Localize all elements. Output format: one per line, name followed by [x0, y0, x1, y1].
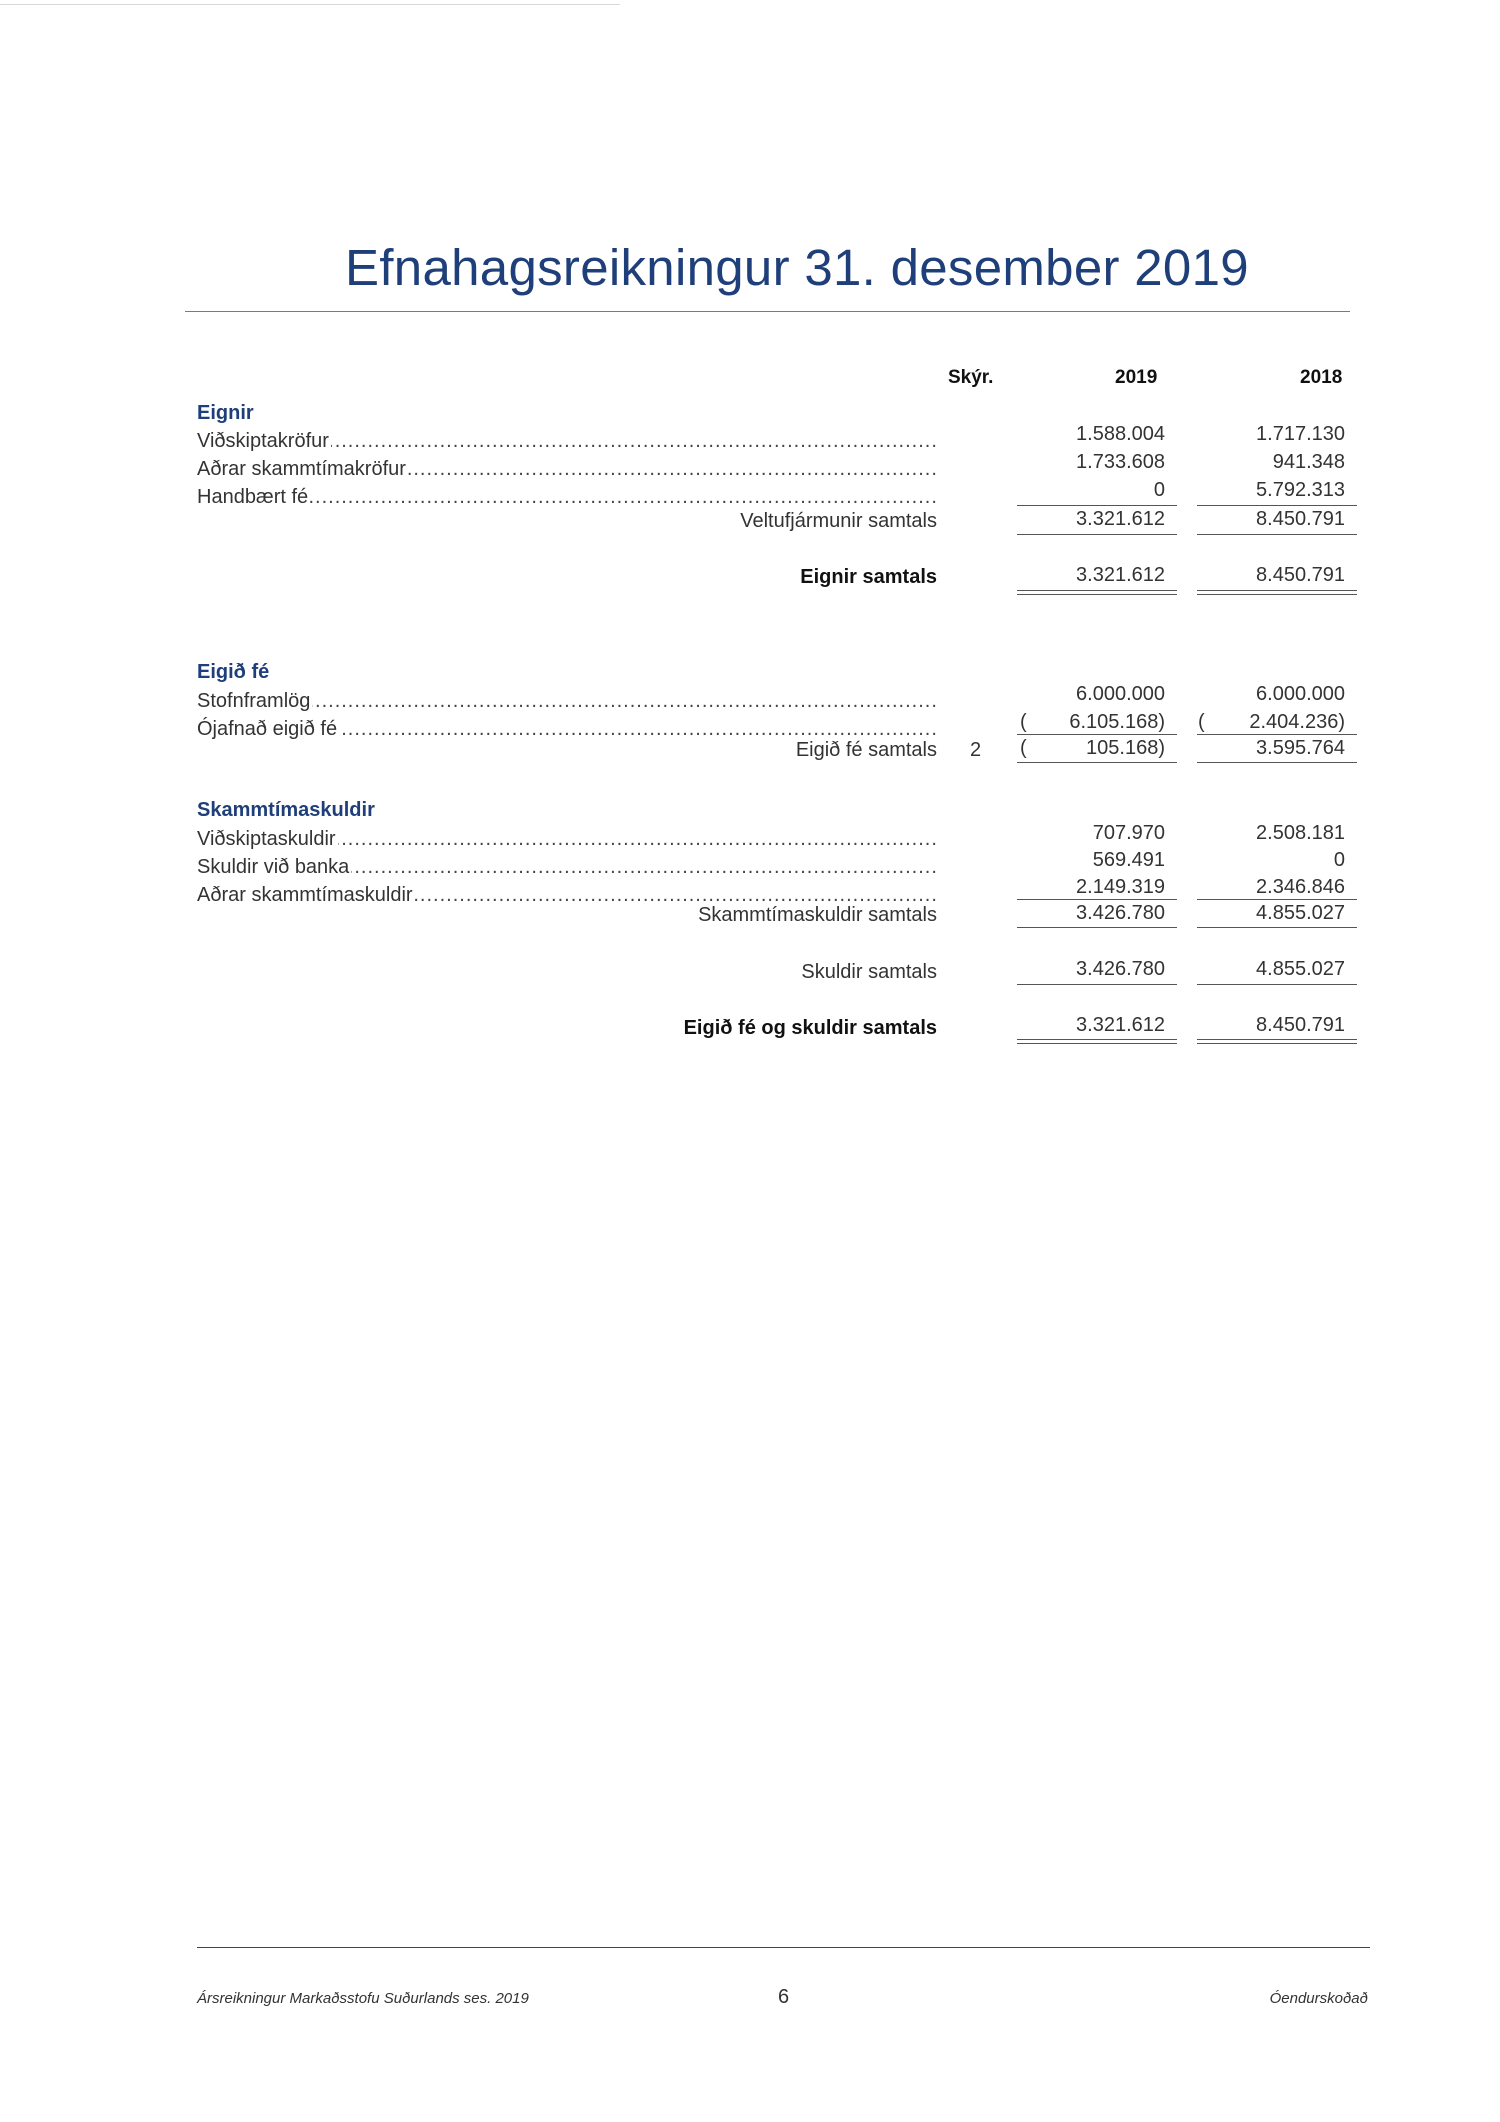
- subtotal-2019: 3.426.780: [1076, 902, 1165, 924]
- total-double-rule: [1017, 1043, 1177, 1044]
- subtotal-rule: [1197, 762, 1357, 763]
- total-double-rule: [1197, 594, 1357, 595]
- footer-rule: [197, 1947, 1370, 1948]
- negative-paren: (: [1020, 737, 1027, 759]
- row-label: [197, 485, 937, 509]
- subtotal-label: Veltufjármunir samtals: [740, 510, 937, 532]
- skuldir-total-2019: 3.426.780: [1076, 958, 1165, 980]
- row-label-text: Ójafnað eigið fé: [197, 718, 338, 740]
- row-label-text: Viðskiptakröfur: [197, 430, 329, 452]
- note-reference: 2: [970, 739, 982, 761]
- grand-total-2019: 3.321.612: [1076, 1014, 1165, 1036]
- footer-audit-status: Óendurskoðað: [1269, 1990, 1368, 2007]
- row-label: [197, 717, 937, 741]
- subtotal-2019: 3.321.612: [1076, 508, 1165, 530]
- total-double-rule: [1197, 590, 1357, 591]
- subtotal-rule: [1017, 762, 1177, 763]
- value-2019: 6.000.000: [1076, 683, 1165, 705]
- grand-total-label: Eigið fé og skuldir samtals: [683, 1017, 937, 1039]
- subtotal-rule: [1197, 734, 1357, 735]
- page-title: Efnahagsreikningur 31. desember 2019: [345, 239, 1249, 296]
- subtotal-rule: [1017, 899, 1177, 900]
- total-double-rule: [1017, 1039, 1177, 1040]
- subtotal-rule: [1197, 899, 1357, 900]
- subtotal-2018: 8.450.791: [1256, 508, 1345, 530]
- row-label-text: Aðrar skammtímaskuldir: [197, 884, 413, 906]
- row-label-text: Handbært fé: [197, 486, 309, 508]
- value-2018: 6.000.000: [1256, 683, 1345, 705]
- top-edge-line: [0, 4, 620, 5]
- subtotal-rule: [1197, 505, 1357, 506]
- value-2018: 2.346.846: [1256, 876, 1345, 898]
- value-2018: 1.717.130: [1256, 423, 1345, 445]
- value-2019: 1.588.004: [1076, 423, 1165, 445]
- value-2018: 5.792.313: [1256, 479, 1345, 501]
- total-double-rule: [1197, 1043, 1357, 1044]
- row-label-text: Skuldir við banka: [197, 856, 350, 878]
- value-2019: 6.105.168): [1069, 711, 1165, 733]
- negative-paren: (: [1020, 711, 1027, 733]
- value-2019: 0: [1153, 479, 1165, 501]
- value-2018: 941.348: [1272, 451, 1345, 473]
- section-heading-skammtimaskuldir: Skammtímaskuldir: [197, 799, 375, 821]
- row-label: [197, 689, 937, 713]
- row-label-text: Viðskiptaskuldir: [197, 828, 336, 850]
- footer-report-name: Ársreikningur Markaðsstofu Suðurlands ses. 2019: [197, 1990, 529, 2007]
- subtotal-rule: [1197, 927, 1357, 928]
- row-label: [197, 883, 937, 907]
- total-double-rule: [1017, 594, 1177, 595]
- value-2018: 0: [1333, 849, 1345, 871]
- footer-page-number: 6: [778, 1986, 790, 2008]
- negative-paren: (: [1198, 711, 1205, 733]
- title-rule: [185, 311, 1350, 312]
- total-double-rule: [1197, 1039, 1357, 1040]
- section-heading-eignir: Eignir: [197, 402, 254, 424]
- total-double-rule: [1017, 590, 1177, 591]
- subtotal-rule: [1017, 927, 1177, 928]
- skuldir-total-2018: 4.855.027: [1256, 958, 1345, 980]
- subtotal-2018: 4.855.027: [1256, 902, 1345, 924]
- row-label: [197, 429, 937, 453]
- subtotal-rule: [1017, 534, 1177, 535]
- value-2019: 569.491: [1092, 849, 1165, 871]
- subtotal-rule: [1197, 984, 1357, 985]
- section-heading-eigid-fe: Eigið fé: [197, 661, 270, 683]
- subtotal-rule: [1017, 734, 1177, 735]
- value-2018: 2.404.236): [1249, 711, 1345, 733]
- subtotal-rule: [1017, 984, 1177, 985]
- value-2019: 2.149.319: [1076, 876, 1165, 898]
- row-label-text: Aðrar skammtímakröfur: [197, 458, 406, 480]
- total-label: Eignir samtals: [800, 566, 937, 588]
- subtotal-2018: 3.595.764: [1256, 737, 1345, 759]
- total-2018: 8.450.791: [1256, 564, 1345, 586]
- column-header-note: Skýr.: [948, 367, 994, 388]
- value-2019: 707.970: [1092, 822, 1165, 844]
- row-label: [197, 855, 937, 879]
- row-label: [197, 457, 937, 481]
- value-2019: 1.733.608: [1076, 451, 1165, 473]
- subtotal-label: Skammtímaskuldir samtals: [698, 904, 937, 926]
- subtotal-label: Eigið fé samtals: [795, 739, 937, 761]
- row-label-text: Stofnframlög: [197, 690, 311, 712]
- subtotal-rule: [1197, 534, 1357, 535]
- column-header-2019: 2019: [1115, 367, 1158, 388]
- total-2019: 3.321.612: [1076, 564, 1165, 586]
- value-2018: 2.508.181: [1256, 822, 1345, 844]
- grand-total-2018: 8.450.791: [1256, 1014, 1345, 1036]
- subtotal-rule: [1017, 505, 1177, 506]
- row-label: [197, 827, 937, 851]
- column-header-2018: 2018: [1300, 367, 1343, 388]
- skuldir-total-label: Skuldir samtals: [801, 961, 937, 983]
- subtotal-2019: 105.168): [1086, 737, 1165, 759]
